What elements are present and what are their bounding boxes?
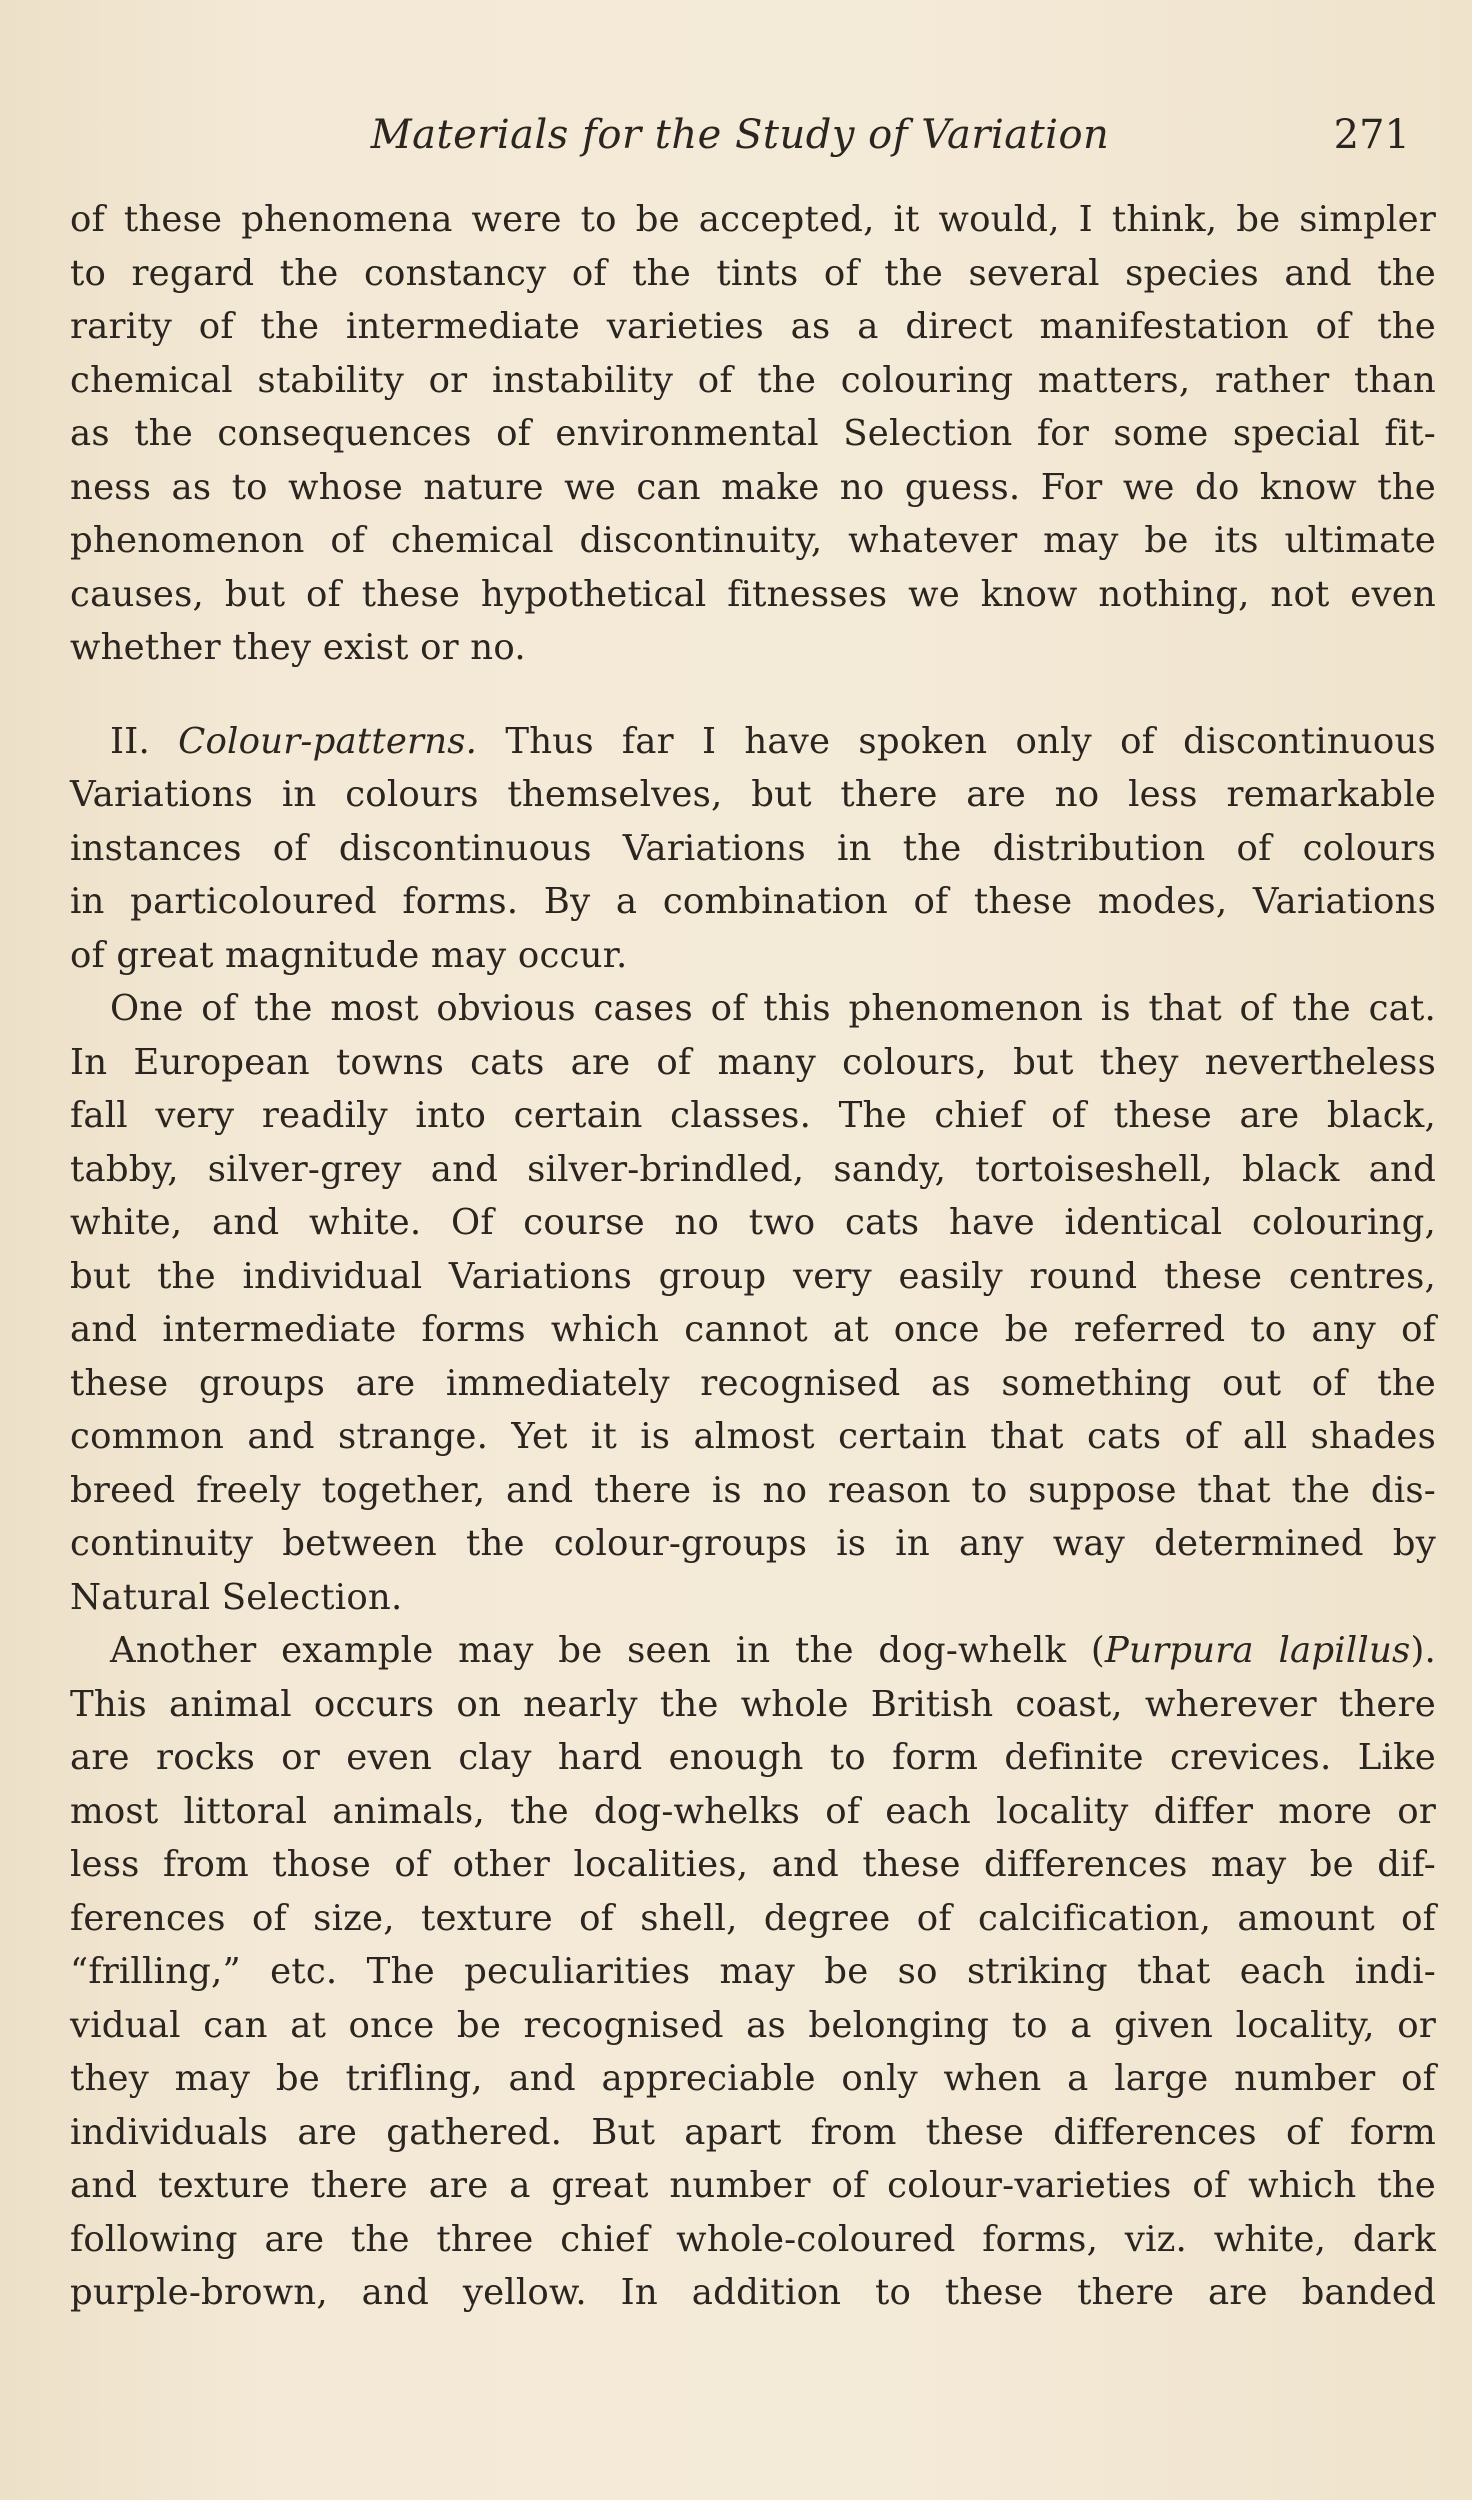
page-header [70,110,1410,170]
text-line: and texture there are a great number of colour-varieties of which the [70,2165,1436,2206]
text-line: causes, but of these hypothetical fitnesses we know nothing, not even [70,573,1436,615]
text-line: these groups are immediately recognised as something out of the [70,1362,1436,1404]
text-line: to regard the constancy of the tints of the several species and the [70,252,1436,294]
text-line: ferences of size, texture of shell, degree of calcification, amount of [70,1897,1436,1939]
text-line: instances of discontinuous Variations in the distribution of colours [70,827,1436,869]
text-line: as the consequences of environmental Selection for some special fit- [70,413,1436,454]
text-line: common and strange. Yet it is almost certain that cats of all shades [70,1416,1436,1457]
text-line: rarity of the intermediate varieties as a direct manifestation of the [70,306,1436,347]
text-line: and intermediate forms which cannot at once be referred to any of [70,1309,1436,1350]
text-line [70,1624,1436,1678]
text-line: ness as to whose nature we can make no guess. For we do know the [70,466,1436,508]
text-line: breed freely together, and there is no reason to suppose that the dis- [70,1469,1436,1511]
text-line: One of the most obvious cases of this phenomenon is that of the cat. [110,988,1436,1029]
running-title: Materials for the Study of Variation [370,112,1110,158]
text-fragment: Thus far I have spoken only of discontinuous [505,720,1436,762]
section-colour-patterns [70,715,1436,983]
text-line: fall very readily into certain classes. The chief of these are black, [70,1095,1436,1136]
paragraph-cat [70,982,1436,1624]
text-line: white, and white. Of course no two cats have identical colouring, [70,1202,1436,1243]
text-line: tabby, silver-grey and silver-brindled, sandy, tortoiseshell, black and [70,1148,1436,1190]
text-fragment: ). [1410,1630,1436,1671]
section-numeral: II. [110,720,150,762]
text-line: are rocks or even clay hard enough to form definite crevices. Like [70,1737,1436,1778]
text-line: less from those of other localities, and these differences may be dif- [70,1844,1436,1885]
text-line: individuals are gathered. But apart from these differences of form [70,2111,1436,2153]
text-line: they may be trifling, and appreciable only when a large number of [70,2058,1436,2099]
text-line: whether they exist or no. [70,627,526,668]
text-fragment: Another example may be seen in the dog-whelk ( [110,1630,1105,1671]
text-line: but the individual Variations group very easily round these centres, [70,1255,1436,1297]
body-text [70,193,1436,2320]
text-line: purple-brown, and yellow. In addition to these there are banded [70,2272,1436,2313]
text-line: This animal occurs on nearly the whole British coast, wherever there [70,1683,1436,1725]
paragraph-dog-whelk [70,1624,1436,2320]
species-name: Purpura lapillus [1104,1630,1411,1671]
text-line: “frilling,” etc. The peculiarities may be so striking that each indi- [70,1951,1436,1992]
text-line: of great magnitude may occur. [70,934,628,976]
text-line: Variations in colours themselves, but there are no less remarkable [70,774,1436,815]
paragraph-continuation [70,193,1436,675]
text-line: following are the three chief whole-coloured forms, viz. white, dark [70,2218,1436,2260]
text-line: of these phenomena were to be accepted, it would, I think, be simpler [70,199,1436,240]
section-gap [70,675,1436,715]
section-heading: Colour-patterns. [178,720,478,762]
text-line: in particoloured forms. By a combination of these modes, Variations [70,881,1436,922]
section-heading-line [70,715,1436,769]
text-line: Natural Selection. [70,1576,403,1618]
text-line: phenomenon of chemical discontinuity, whatever may be its ultimate [70,520,1436,561]
text-line: most littoral animals, the dog-whelks of each locality differ more or [70,1790,1436,1832]
text-line: chemical stability or instability of the colouring matters, rather than [70,359,1436,401]
text-line: continuity between the colour-groups is in any way determined by [70,1523,1436,1564]
page-number: 271 [1333,112,1410,158]
text-line: In European towns cats are of many colours, but they nevertheless [70,1041,1436,1083]
text-line: vidual can at once be recognised as belonging to a given locality, or [70,2004,1436,2046]
